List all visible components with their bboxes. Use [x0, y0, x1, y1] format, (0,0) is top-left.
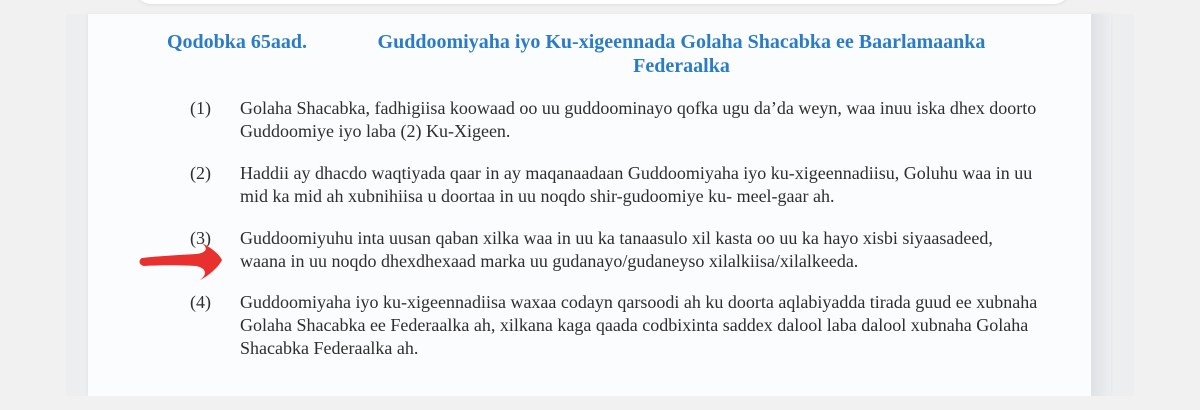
- clause-number: (3): [190, 228, 211, 248]
- clause-text: Guddoomiyaha iyo ku-xigeennadiisa waxaa codayn qarsoodi ah ku doorta aqlabiyadda tirada guud ee xubnaha Golaha Shacabka ee Federaalka ah, xilkana kaga qaada codbixinta saddex dalool laba dalool xubnaha Golaha Shacabka Federaalka ah.: [240, 292, 1038, 358]
- clause-text: Golaha Shacabka, fadhigiisa koowaad oo uu guddoominayo qofka ugu da’da weyn, waa inuu iska dhex doorto Guddoomiye iyo laba (2) Ku-Xigeen.: [240, 98, 1037, 141]
- clause-number: (2): [190, 163, 211, 183]
- clause-number: (4): [190, 292, 211, 312]
- clause-number: (1): [190, 98, 211, 118]
- clause-text: Guddoomiyuhu inta uusan qaban xilka waa in uu ka tanaasulo xil kasta oo uu ka hayo xisbi siyaasadeed, waana in uu noqdo dhexdhexaad marka uu gudanayo/gudaneyso xilalkiisa/xilalkeeda.: [240, 228, 993, 271]
- bottom-bar: [0, 396, 1200, 410]
- article-title: Guddoomiyaha iyo Ku-xigeennada Golaha Shacabka ee Baarlamaanka Federaalka: [377, 31, 986, 77]
- article-number: Qodobka 65aad.: [167, 31, 308, 53]
- top-bar: [135, 0, 1070, 4]
- page-edge-shadow: [1091, 14, 1111, 396]
- red-arrow-icon: [138, 238, 228, 283]
- clause-text: Haddii ay dhacdo waqtiyada qaar in ay maqanaadaan Guddoomiyaha iyo ku-xigeennadiisu, Goluhu waa in uu mid ka mid ah xubnihiisa u doortaa in uu noqdo shir-gudoomiye ku- meel-gaar ah.: [240, 163, 1033, 206]
